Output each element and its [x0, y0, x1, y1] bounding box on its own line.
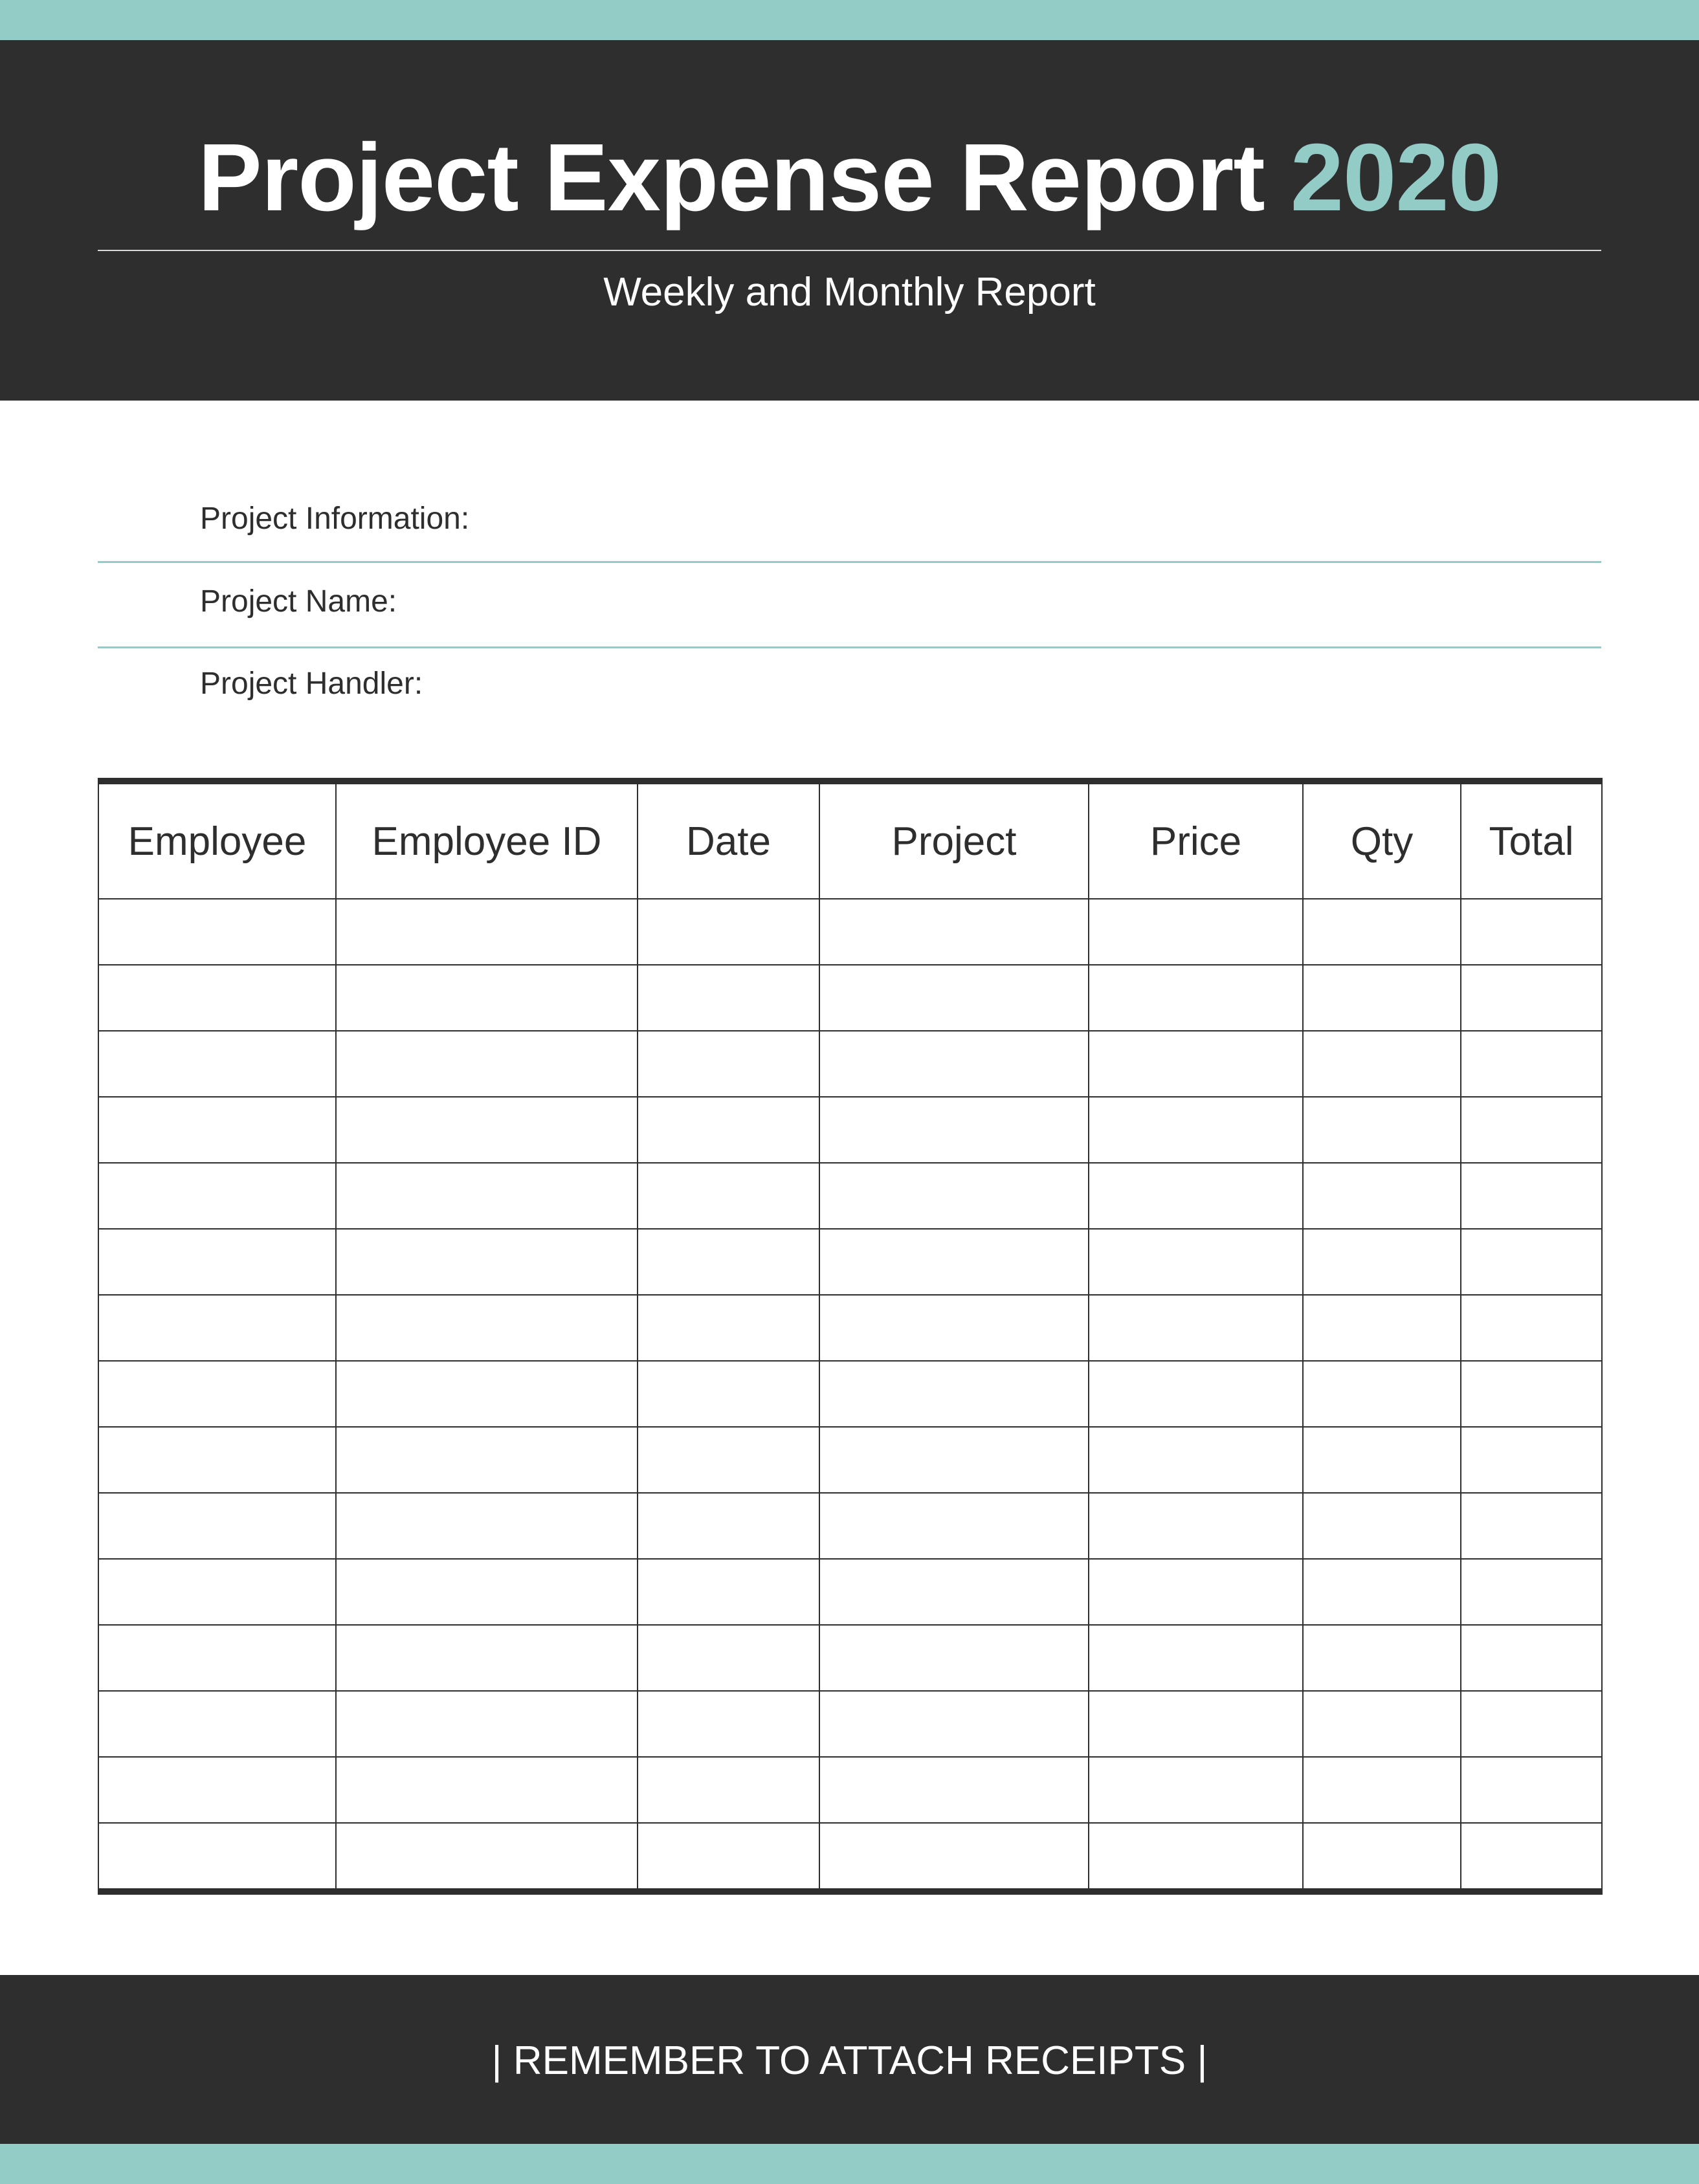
- table-cell[interactable]: [1461, 1163, 1602, 1229]
- table-row: [98, 1295, 1602, 1361]
- table-cell[interactable]: [1303, 1031, 1461, 1097]
- footer-reminder: | REMEMBER TO ATTACH RECEIPTS |: [491, 2038, 1208, 2083]
- table-cell[interactable]: [1461, 1031, 1602, 1097]
- table-row: [98, 1493, 1602, 1559]
- table-cell[interactable]: [1089, 1295, 1303, 1361]
- table-cell[interactable]: [98, 899, 336, 965]
- table-cell[interactable]: [98, 965, 336, 1031]
- table-cell[interactable]: [1303, 1097, 1461, 1163]
- table-cell[interactable]: [98, 1361, 336, 1427]
- table-cell[interactable]: [1089, 1559, 1303, 1625]
- table-cell[interactable]: [1461, 1427, 1602, 1493]
- table-cell[interactable]: [98, 1427, 336, 1493]
- table-row: [98, 1031, 1602, 1097]
- table-cell[interactable]: [98, 1493, 336, 1559]
- table-cell[interactable]: [336, 1097, 638, 1163]
- table-cell[interactable]: [336, 1361, 638, 1427]
- table-cell[interactable]: [638, 1031, 819, 1097]
- table-row: [98, 1229, 1602, 1295]
- table-cell[interactable]: [336, 1295, 638, 1361]
- table-cell[interactable]: [336, 965, 638, 1031]
- table-cell[interactable]: [819, 965, 1089, 1031]
- table-cell[interactable]: [1303, 1757, 1461, 1823]
- table-cell[interactable]: [819, 1163, 1089, 1229]
- table-cell[interactable]: [819, 1031, 1089, 1097]
- table-cell[interactable]: [1089, 1691, 1303, 1757]
- column-header-total: Total: [1461, 781, 1602, 899]
- table-cell[interactable]: [1461, 1361, 1602, 1427]
- table-cell[interactable]: [1461, 1493, 1602, 1559]
- table-row: [98, 1559, 1602, 1625]
- table-cell[interactable]: [638, 1229, 819, 1295]
- table-cell[interactable]: [1461, 1625, 1602, 1691]
- table-cell[interactable]: [1089, 1163, 1303, 1229]
- project-information-label: Project Information:: [200, 502, 470, 536]
- table-row: [98, 1097, 1602, 1163]
- table-cell[interactable]: [1303, 1691, 1461, 1757]
- table-cell[interactable]: [819, 1493, 1089, 1559]
- table-cell[interactable]: [1303, 1163, 1461, 1229]
- top-accent-stripe: [0, 0, 1699, 40]
- table-cell[interactable]: [1303, 899, 1461, 965]
- table-cell[interactable]: [336, 1031, 638, 1097]
- table-row: [98, 899, 1602, 965]
- table-row: [98, 1757, 1602, 1823]
- table-cell[interactable]: [638, 899, 819, 965]
- table-cell[interactable]: [98, 1691, 336, 1757]
- title-main: Project Expense Report: [198, 124, 1265, 231]
- page-subtitle: Weekly and Monthly Report: [603, 270, 1096, 314]
- table-cell[interactable]: [336, 1163, 638, 1229]
- table-row: [98, 1427, 1602, 1493]
- table-cell[interactable]: [1461, 965, 1602, 1031]
- table-row: [98, 1163, 1602, 1229]
- info-divider-2: [98, 646, 1601, 648]
- table-cell[interactable]: [638, 1295, 819, 1361]
- table-cell[interactable]: [819, 1097, 1089, 1163]
- table-cell[interactable]: [1461, 899, 1602, 965]
- table-cell[interactable]: [98, 1559, 336, 1625]
- table-cell[interactable]: [819, 1295, 1089, 1361]
- table-cell[interactable]: [98, 1625, 336, 1691]
- table-cell[interactable]: [819, 899, 1089, 965]
- table-cell[interactable]: [1089, 1757, 1303, 1823]
- info-divider-1: [98, 561, 1601, 563]
- table-cell[interactable]: [819, 1229, 1089, 1295]
- table-cell[interactable]: [638, 1559, 819, 1625]
- table-cell[interactable]: [336, 1691, 638, 1757]
- table-cell[interactable]: [819, 1757, 1089, 1823]
- table-cell[interactable]: [98, 1823, 336, 1892]
- table-cell[interactable]: [1303, 1493, 1461, 1559]
- table-cell[interactable]: [336, 899, 638, 965]
- table-cell[interactable]: [819, 1823, 1089, 1892]
- table-cell[interactable]: [1461, 1097, 1602, 1163]
- table-cell[interactable]: [1303, 1229, 1461, 1295]
- table-cell[interactable]: [638, 1757, 819, 1823]
- table-cell[interactable]: [98, 1031, 336, 1097]
- table-cell[interactable]: [638, 965, 819, 1031]
- table-cell[interactable]: [1461, 1229, 1602, 1295]
- table-cell[interactable]: [638, 1361, 819, 1427]
- table-cell[interactable]: [98, 1295, 336, 1361]
- table-body: [98, 899, 1602, 1892]
- column-header-employee-id: Employee ID: [336, 781, 638, 899]
- table-cell[interactable]: [638, 1427, 819, 1493]
- table-cell[interactable]: [1303, 965, 1461, 1031]
- title-divider: [98, 250, 1601, 251]
- table-cell[interactable]: [1089, 1229, 1303, 1295]
- table-cell[interactable]: [1089, 965, 1303, 1031]
- table-cell[interactable]: [1461, 1823, 1602, 1892]
- title-year: 2020: [1290, 124, 1501, 231]
- page-title: [0, 123, 1699, 233]
- table-row: [98, 1823, 1602, 1892]
- table-cell[interactable]: [1303, 1625, 1461, 1691]
- table-cell[interactable]: [1303, 1559, 1461, 1625]
- table-cell[interactable]: [1089, 1625, 1303, 1691]
- table-cell[interactable]: [1089, 1031, 1303, 1097]
- table-cell[interactable]: [819, 1427, 1089, 1493]
- table-cell[interactable]: [336, 1493, 638, 1559]
- table-cell[interactable]: [1089, 1361, 1303, 1427]
- table-cell[interactable]: [1089, 1823, 1303, 1892]
- expense-table: [98, 778, 1603, 1895]
- table-header-row: [98, 781, 1602, 899]
- table-cell[interactable]: [638, 1625, 819, 1691]
- table-row: [98, 1361, 1602, 1427]
- table-row: [98, 1691, 1602, 1757]
- table-cell[interactable]: [1461, 1295, 1602, 1361]
- table-cell[interactable]: [1089, 1493, 1303, 1559]
- table-cell[interactable]: [98, 1757, 336, 1823]
- column-header-project: Project: [819, 781, 1089, 899]
- table-cell[interactable]: [1303, 1295, 1461, 1361]
- table-cell[interactable]: [1089, 1097, 1303, 1163]
- table-cell[interactable]: [638, 1823, 819, 1892]
- table-cell[interactable]: [819, 1691, 1089, 1757]
- table-cell[interactable]: [819, 1559, 1089, 1625]
- column-header-qty: Qty: [1303, 781, 1461, 899]
- column-header-date: Date: [638, 781, 819, 899]
- table-cell[interactable]: [336, 1757, 638, 1823]
- table-cell[interactable]: [98, 1097, 336, 1163]
- bottom-accent-stripe: [0, 2144, 1699, 2184]
- table-cell[interactable]: [1303, 1361, 1461, 1427]
- table-cell[interactable]: [819, 1361, 1089, 1427]
- table-cell[interactable]: [336, 1625, 638, 1691]
- table-row: [98, 965, 1602, 1031]
- table-cell[interactable]: [1089, 899, 1303, 965]
- table-cell[interactable]: [98, 1163, 336, 1229]
- column-header-employee: Employee: [98, 781, 336, 899]
- table-row: [98, 1625, 1602, 1691]
- table-cell[interactable]: [98, 1229, 336, 1295]
- table-cell[interactable]: [336, 1823, 638, 1892]
- table-cell[interactable]: [1461, 1691, 1602, 1757]
- table-cell[interactable]: [336, 1559, 638, 1625]
- table-cell[interactable]: [819, 1625, 1089, 1691]
- table-cell[interactable]: [638, 1097, 819, 1163]
- table-cell[interactable]: [1461, 1559, 1602, 1625]
- table-cell[interactable]: [638, 1691, 819, 1757]
- column-header-price: Price: [1089, 781, 1303, 899]
- table-cell[interactable]: [1303, 1427, 1461, 1493]
- table-cell[interactable]: [638, 1493, 819, 1559]
- project-name-label: Project Name:: [200, 584, 397, 619]
- table-cell[interactable]: [1461, 1757, 1602, 1823]
- table-cell[interactable]: [336, 1427, 638, 1493]
- table-cell[interactable]: [1303, 1823, 1461, 1892]
- table-cell[interactable]: [336, 1229, 638, 1295]
- table-cell[interactable]: [1089, 1427, 1303, 1493]
- table-cell[interactable]: [638, 1163, 819, 1229]
- project-handler-label: Project Handler:: [200, 667, 423, 701]
